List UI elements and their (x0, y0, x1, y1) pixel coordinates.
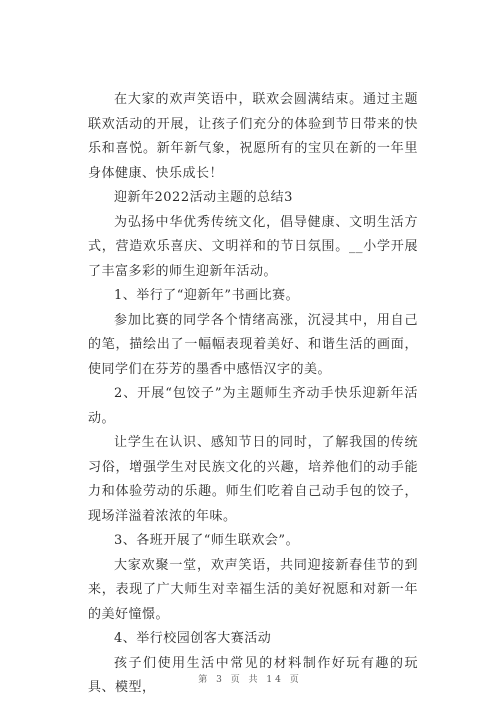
document-body (88, 88, 418, 701)
list-item-heading: 2、开展“包饺子”为主题师生齐动手快乐迎新年活动。 (88, 386, 418, 426)
paragraph: 参加比赛的同学各个情绪高涨，沉浸其中，用自己的笔，描绘出了一幅幅表现着美好、和谐生活的画面，使同学们在芬芳的墨香中感悟汉字的美。 (88, 312, 418, 377)
paragraph: 让学生在认识、感知节日的同时，了解我国的传统习俗，增强学生对民族文化的兴趣，培养他们的动手能力和体验劳动的乐趣。师生们吃着自己动手包的饺子，现场洋溢着浓浓的年味。 (88, 435, 418, 524)
section-heading: 迎新年2022活动主题的总结3 (114, 190, 293, 205)
list-item-heading: 3、各班开展了“师生联欢会”。 (114, 533, 300, 548)
paragraph: 孩子们使用生活中常见的材料制作好玩有趣的玩具、模型， (88, 655, 418, 695)
list-item-heading: 1、举行了“迎新年”书画比赛。 (114, 288, 300, 303)
page-number: 第 3 页 共 14 页 (198, 675, 302, 685)
list-item-heading: 4、举行校园创客大赛活动 (114, 631, 272, 646)
paragraph: 大家欢聚一堂，欢声笑语，共同迎接新春佳节的到来，表现了广大师生对幸福生活的美好祝愿和对新一年的美好憧憬。 (88, 557, 418, 622)
paragraph-intro: 为弘扬中华优秀传统文化，倡导健康、文明生活方式，营造欢乐喜庆、文明祥和的节日氛围。__小学开展了丰富多彩的师生迎新年活动。 (88, 214, 418, 279)
paragraph-closing: 在大家的欢声笑语中，联欢会圆满结束。通过主题联欢活动的开展，让孩子们充分的体验到节日带来的快乐和喜悦。新年新气象，祝愿所有的宝贝在新的一年里身体健康、快乐成长！ (88, 92, 418, 181)
